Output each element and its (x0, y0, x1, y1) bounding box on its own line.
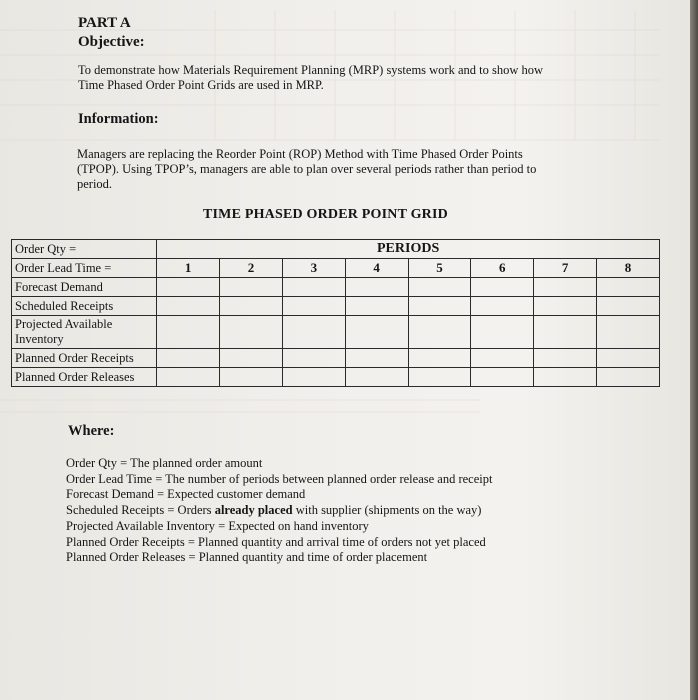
objective-label: Objective: (78, 34, 145, 50)
grid-cell[interactable] (220, 368, 283, 387)
grid-cell[interactable] (345, 368, 408, 387)
planned-order-receipts-label: Planned Order Receipts (12, 349, 157, 368)
grid-cell[interactable] (345, 349, 408, 368)
grid-cell[interactable] (597, 368, 660, 387)
grid-cell[interactable] (220, 316, 283, 349)
definition-order-qty: Order Qty = The planned order amount (66, 456, 263, 470)
grid-cell[interactable] (534, 278, 597, 297)
definition-order-lead-time: Order Lead Time = The number of periods between planned order release and receipt (66, 471, 493, 486)
grid-cell[interactable] (471, 316, 534, 349)
table-row (12, 278, 660, 297)
table-row (12, 297, 660, 316)
scheduled-receipts-emphasis: already placed (214, 503, 293, 518)
grid-cell[interactable] (220, 297, 283, 316)
objective-paragraph (78, 63, 543, 93)
period-4: 4 (345, 259, 408, 278)
definition-projected-available-inventory: Projected Available Inventory = Expected on hand inventory (66, 518, 369, 533)
period-1: 1 (157, 259, 220, 278)
grid-cell[interactable] (408, 278, 471, 297)
grid-cell[interactable] (282, 349, 345, 368)
scheduled-receipts-label: Scheduled Receipts (12, 297, 157, 316)
page-edge-shadow (690, 0, 698, 700)
periods-header: PERIODS (157, 240, 660, 259)
period-3: 3 (282, 259, 345, 278)
grid-header-row-1 (12, 240, 660, 259)
grid-header-row-2 (12, 259, 660, 278)
tpop-grid-table (11, 239, 660, 387)
grid-cell[interactable] (282, 368, 345, 387)
grid-cell[interactable] (408, 368, 471, 387)
projected-available-label (12, 316, 157, 349)
period-2: 2 (220, 259, 283, 278)
grid-cell[interactable] (282, 278, 345, 297)
grid-title: TIME PHASED ORDER POINT GRID (203, 207, 448, 222)
grid-cell[interactable] (597, 349, 660, 368)
definition-scheduled-receipts (66, 503, 492, 519)
grid-cell[interactable] (471, 278, 534, 297)
definition-planned-order-releases: Planned Order Releases = Planned quantity and time of order placement (66, 550, 428, 565)
table-row (12, 349, 660, 368)
grid-cell[interactable] (345, 278, 408, 297)
order-qty-label: Order Qty = (12, 240, 157, 259)
grid-cell[interactable] (408, 297, 471, 316)
order-lead-time-label: Order Lead Time = (12, 259, 157, 278)
grid-cell[interactable] (408, 349, 471, 368)
grid-cell[interactable] (345, 297, 408, 316)
projected-available-line-1: Projected Available (15, 317, 113, 331)
grid-cell[interactable] (597, 278, 660, 297)
grid-cell[interactable] (471, 368, 534, 387)
grid-cell[interactable] (157, 278, 220, 297)
definition-forecast-demand: Forecast Demand = Expected customer demand (66, 487, 306, 502)
period-7: 7 (534, 259, 597, 278)
grid-cell[interactable] (597, 316, 660, 349)
grid-cell[interactable] (471, 349, 534, 368)
grid-cell[interactable] (282, 297, 345, 316)
grid-cell[interactable] (597, 297, 660, 316)
information-line-2: (TPOP). Using TPOP’s, managers are able to plan over several periods rather than period to (77, 162, 537, 176)
grid-cell[interactable] (282, 316, 345, 349)
grid-cell[interactable] (157, 316, 220, 349)
part-title: PART A (78, 15, 131, 31)
forecast-demand-label: Forecast Demand (12, 278, 157, 297)
where-label: Where: (68, 423, 115, 439)
grid-cell[interactable] (157, 297, 220, 316)
scheduled-receipts-prefix: Scheduled Receipts = Orders (66, 503, 215, 518)
period-8: 8 (597, 259, 660, 278)
planned-order-releases-label: Planned Order Releases (12, 368, 157, 387)
information-line-3: period. (77, 177, 113, 191)
grid-cell[interactable] (345, 316, 408, 349)
grid-cell[interactable] (471, 297, 534, 316)
grid-cell[interactable] (408, 316, 471, 349)
grid-cell[interactable] (220, 278, 283, 297)
information-label: Information: (78, 111, 159, 127)
grid-cell[interactable] (534, 316, 597, 349)
period-6: 6 (471, 259, 534, 278)
scheduled-receipts-suffix: with supplier (shipments on the way) (292, 503, 482, 518)
information-paragraph (77, 147, 536, 192)
period-5: 5 (408, 259, 471, 278)
grid-cell[interactable] (157, 368, 220, 387)
definition-planned-order-receipts: Planned Order Receipts = Planned quantity and arrival time of orders not yet placed (66, 534, 486, 549)
objective-line-1: To demonstrate how Materials Requirement Planning (MRP) systems work and to show how (78, 63, 544, 77)
part-heading (78, 14, 145, 52)
grid-cell[interactable] (157, 349, 220, 368)
grid-cell[interactable] (534, 349, 597, 368)
objective-line-2: Time Phased Order Point Grids are used in MRP. (78, 78, 324, 92)
projected-available-line-2: Inventory (15, 332, 64, 346)
information-line-1: Managers are replacing the Reorder Point (ROP) Method with Time Phased Order Points (77, 147, 523, 161)
grid-cell[interactable] (534, 297, 597, 316)
table-row (12, 316, 660, 349)
definitions-list (66, 456, 492, 566)
grid-cell[interactable] (534, 368, 597, 387)
table-row (12, 368, 660, 387)
grid-cell[interactable] (220, 349, 283, 368)
